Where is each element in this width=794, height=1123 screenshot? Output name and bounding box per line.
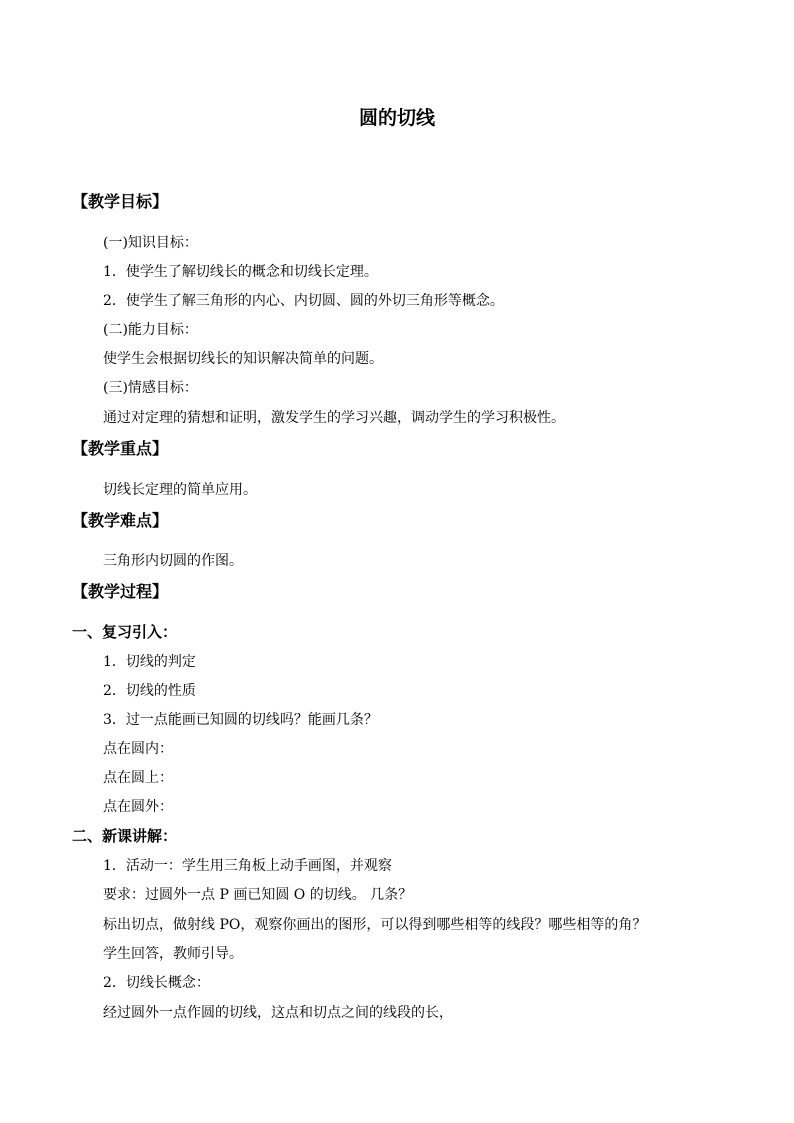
new-lesson-line-2: 要求：过圆外一点 P 画已知圆 O 的切线。 几条？ — [103, 887, 413, 903]
new-lesson-line-5: 2．切线长概念： — [103, 975, 210, 991]
goal-line-1: (一)知识目标： — [103, 235, 198, 251]
section-heading-difficulties: 【教学难点】 — [72, 511, 169, 530]
section-heading-process: 【教学过程】 — [72, 582, 169, 601]
subsection-review: 一、复习引入： — [72, 623, 178, 641]
section-heading-key-points: 【教学重点】 — [72, 439, 169, 458]
goal-line-4: (二)能力目标： — [103, 322, 198, 338]
review-line-2: 2．切线的性质 — [103, 683, 196, 699]
goal-line-6: (三)情感目标： — [103, 380, 198, 396]
goal-line-3: 2．使学生了解三角形的内心、内切圆、圆的外切三角形等概念。 — [103, 293, 504, 309]
review-line-1: 1．切线的判定 — [103, 654, 196, 670]
new-lesson-line-4: 学生回答，教师引导。 — [103, 946, 243, 962]
review-line-6: 点在圆外： — [103, 799, 173, 815]
goal-line-2: 1．使学生了解切线长的概念和切线长定理。 — [103, 264, 378, 280]
document-title: 圆的切线 — [358, 107, 435, 129]
review-line-4: 点在圆内： — [103, 741, 173, 757]
new-lesson-line-6: 经过圆外一点作圆的切线，这点和切点之间的线段的长， — [103, 1005, 453, 1021]
new-lesson-line-1: 1．活动一：学生用三角板上动手画图，并观察 — [103, 858, 392, 874]
new-lesson-line-3: 标出切点，做射线 PO，观察你画出的图形，可以得到哪些相等的线段？哪些相等的角？ — [103, 917, 647, 933]
review-line-5: 点在圆上： — [103, 770, 173, 786]
review-line-3: 3．过一点能画已知圆的切线吗？能画几条？ — [103, 712, 378, 728]
section-heading-goals: 【教学目标】 — [72, 192, 169, 211]
difficulty-line-1: 三角形内切圆的作图。 — [103, 553, 243, 569]
key-point-line-1: 切线长定理的简单应用。 — [103, 482, 257, 498]
subsection-new-lesson: 二、新课讲解： — [72, 827, 178, 845]
goal-line-5: 使学生会根据切线长的知识解决简单的问题。 — [103, 351, 383, 367]
goal-line-7: 通过对定理的猜想和证明，激发学生的学习兴趣，调动学生的学习积极性。 — [103, 410, 565, 426]
